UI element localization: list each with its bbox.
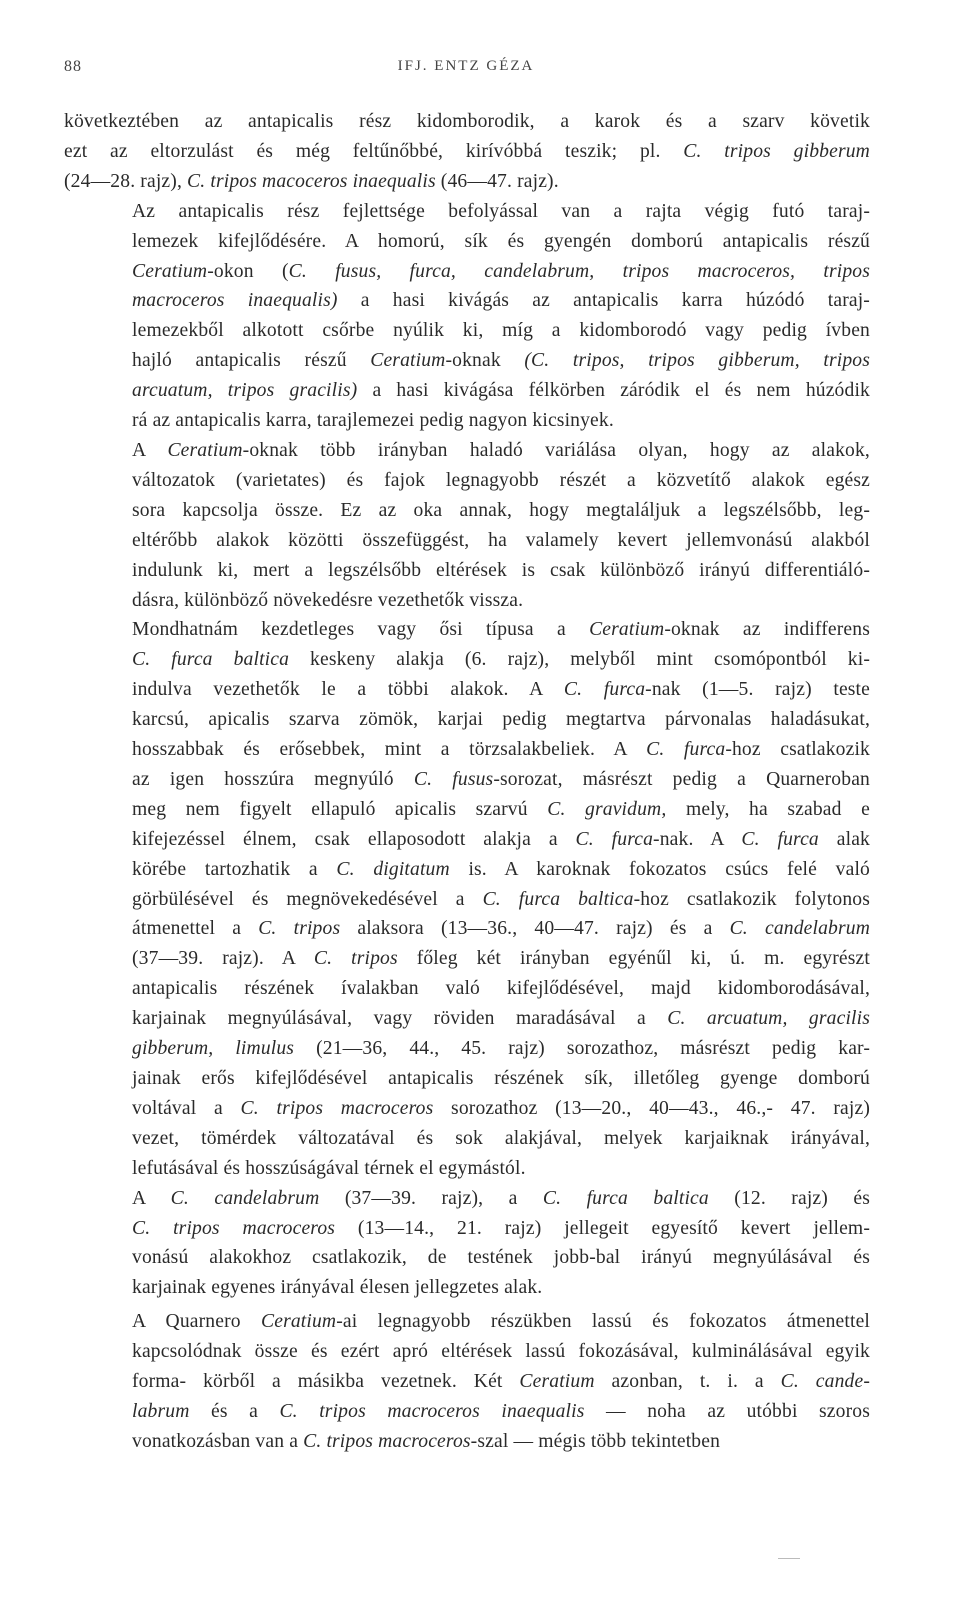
- text-line: [64, 914, 870, 944]
- italic-text-run: C. tripos gibberum: [683, 140, 870, 162]
- italic-text-run: C. tripos macoceros inaequalis: [187, 170, 436, 192]
- text-run: -hoz csatlakozik folytonos: [633, 888, 870, 910]
- text-run: ezt az eltorzulást és még feltűnőbbé, kirívóbbá teszik; pl.: [64, 140, 684, 162]
- text-run: (37—39. rajz), a: [319, 1187, 543, 1209]
- text-line: [64, 885, 870, 915]
- text-run: sorozathoz (13—20., 40—43., 46.,- 47. rajz): [433, 1097, 871, 1119]
- text-run: alaksora (13—36., 40—47. rajz) és a: [340, 918, 730, 940]
- text-run: -nak (1—5. rajz) teste: [645, 679, 871, 701]
- text-line: [64, 227, 870, 257]
- text-line: [64, 795, 870, 825]
- italic-text-run: C. furca baltica: [542, 1187, 709, 1209]
- text-run: (46—47. rajz).: [435, 170, 559, 192]
- text-line: [64, 346, 870, 376]
- italic-text-run: C. tripos macroceros: [240, 1097, 434, 1119]
- text-line: [64, 1034, 870, 1064]
- text-run: körébe tartozhatik a: [132, 858, 337, 880]
- text-run: (12. rajz) és: [708, 1187, 870, 1209]
- italic-text-run: Ceratium: [261, 1311, 337, 1333]
- text-run: -oknak: [445, 350, 525, 372]
- text-run: -szal — mégis több tekintetben: [470, 1430, 721, 1452]
- paragraph: [64, 1307, 870, 1457]
- text-run: -oknak az indifferens: [664, 619, 870, 641]
- italic-text-run: C. furca baltica: [132, 649, 290, 671]
- text-line: [64, 944, 870, 974]
- text-line: [64, 197, 870, 227]
- italic-text-run: C. digitatum: [336, 858, 450, 880]
- text-line: [64, 1367, 870, 1397]
- italic-text-run: C. arcuatum, gracilis: [667, 1008, 870, 1030]
- text-run: kifejezéssel élnem, csak ellaposodott alakja a: [132, 828, 576, 850]
- text-run: A: [132, 1187, 171, 1209]
- running-head: IFJ. ENTZ GÉZA: [397, 58, 535, 74]
- text-line: [64, 406, 870, 436]
- italic-text-run: Ceratium: [589, 619, 665, 641]
- text-run: is. A karoknak fokozatos csúcs felé való: [449, 858, 870, 880]
- text-run: karjainak egyenes irányával élesen jellegzetes alak.: [132, 1277, 543, 1299]
- text-run: (13—14., 21. rajz) jellegeit egyesítő kevert jellem-: [335, 1217, 870, 1239]
- text-line: [64, 286, 870, 316]
- paragraph: [64, 436, 870, 615]
- text-line: [64, 1004, 870, 1034]
- text-run: -ai legnagyobb részükben lassú és fokozatos átmenettel: [336, 1311, 871, 1333]
- text-run: karcsú, apicalis szarva zömök, karjai pedig megtartva párvonalas haladásukat,: [132, 709, 870, 731]
- text-run: -oknak több irányban haladó variálása olyan, hogy az alakok,: [242, 439, 870, 461]
- italic-text-run: Ceratium: [370, 350, 446, 372]
- text-run: lefutásával és hosszúságával térnek el egymástól.: [132, 1157, 526, 1179]
- italic-text-run: C. furca baltica: [482, 888, 634, 910]
- text-line: [64, 466, 870, 496]
- text-run: a hasi kivágása félkörben záródik el és nem húzódik: [357, 380, 870, 402]
- text-run: vonású alakokhoz csatlakozik, de testének jobb-bal irányú megnyúlásával és: [132, 1247, 870, 1269]
- text-run: indulva vezethetők le a többi alakok. A: [132, 679, 564, 701]
- text-run: az igen hosszúra megnyúló: [132, 768, 414, 790]
- italic-text-run: C. furca: [563, 679, 646, 701]
- text-run: görbülésével és megnövekedésével a: [132, 888, 483, 910]
- text-run: hajló antapicalis részű: [132, 350, 371, 372]
- text-line: [64, 645, 870, 675]
- italic-text-run: C. candelabrum: [170, 1187, 320, 1209]
- text-run: főleg két irányban egyénűl ki, ú. m. egyrészt: [397, 948, 870, 970]
- text-run: meg nem figyelt ellapuló apicalis szarvú: [132, 798, 548, 820]
- text-run: — noha az utóbbi szoros: [584, 1400, 870, 1422]
- text-run: vonatkozásban van a: [132, 1430, 304, 1452]
- text-run: (24—28. rajz),: [64, 170, 188, 192]
- text-run: karjainak megnyúlásával, vagy röviden maradásával a: [132, 1008, 668, 1030]
- italic-text-run: macroceros inaequalis): [132, 290, 338, 312]
- text-run: eltérőbb alakok közötti összefüggést, ha valamely kevert jellemvonású alakból: [132, 529, 870, 551]
- text-line: [64, 735, 870, 765]
- italic-text-run: C. tripos: [313, 948, 398, 970]
- text-line: [64, 526, 870, 556]
- text-run: -nak. A: [653, 828, 742, 850]
- text-run: jainak erős kifejlődésével antapicalis részének sík, illetőleg gyenge domború: [132, 1068, 870, 1089]
- italic-text-run: C. tripos macroceros: [303, 1430, 471, 1452]
- text-line: [64, 1397, 870, 1427]
- text-line: [64, 675, 870, 705]
- text-line: [64, 257, 870, 287]
- text-line: [64, 765, 870, 795]
- paragraph: [64, 615, 870, 1183]
- text-line: [64, 107, 870, 137]
- italic-text-run: C. tripos: [258, 918, 341, 940]
- text-line: [64, 376, 870, 406]
- italic-text-run: C. fusus, furca, candelabrum, tripos macroceros, tripos: [288, 260, 871, 282]
- text-line: [64, 1214, 870, 1244]
- text-line: [64, 855, 870, 885]
- text-line: [64, 1124, 870, 1154]
- page-header: [64, 58, 868, 82]
- text-run: -sorozat, másrészt pedig a Quarneroban: [493, 768, 870, 790]
- text-run: és a: [189, 1400, 280, 1422]
- text-line: [64, 436, 870, 466]
- italic-text-run: C. fusus: [413, 768, 494, 790]
- italic-text-run: C. candelabrum: [729, 918, 871, 940]
- text-line: [64, 1337, 870, 1367]
- italic-text-run: Ceratium: [519, 1371, 595, 1393]
- text-line: [64, 1154, 870, 1184]
- text-run: -hoz csatlakozik: [725, 739, 871, 761]
- text-line: [64, 1273, 870, 1303]
- text-line: [64, 615, 870, 645]
- italic-text-run: C. cande-: [780, 1371, 870, 1393]
- text-run: átmenettel a: [132, 918, 259, 940]
- paragraph: [64, 1184, 870, 1304]
- text-line: [64, 705, 870, 735]
- italic-text-run: C. tripos macroceros inaequalis: [279, 1400, 585, 1422]
- text-run: azonban, t. i. a: [594, 1371, 781, 1393]
- text-run: alak: [818, 828, 870, 850]
- text-line: [64, 316, 870, 346]
- italic-text-run: C. furca: [741, 828, 819, 850]
- paragraph: [64, 107, 870, 197]
- text-run: Az antapicalis rész fejlettsége befolyással van a rajta végig futó taraj-: [132, 200, 870, 222]
- italic-text-run: Ceratium: [167, 439, 243, 461]
- italic-text-run: (C. tripos, tripos gibberum, tripos: [524, 350, 870, 372]
- text-run: változatok (varietates) és fajok legnagyobb részét a közvetítő alakok egész: [132, 469, 870, 491]
- text-run: lemezek kifejlődésére. A homorú, sík és gyengén domború antapicalis részű: [132, 230, 870, 252]
- text-run: következtében az antapicalis rész kidomborodik, a karok és a szarv követik: [64, 111, 870, 132]
- text-line: [64, 1427, 870, 1457]
- text-run: keskeny alakja (6. rajz), melyből mint csomópontból ki-: [289, 649, 870, 671]
- text-line: [64, 1094, 870, 1124]
- italic-text-run: C. tripos macroceros: [132, 1217, 336, 1239]
- text-run: antapicalis részének ívalakban való kifejlődésével, majd kidomborodásával,: [132, 978, 870, 1000]
- italic-text-run: C. furca: [646, 739, 726, 761]
- text-run: mely, ha szabad e: [666, 798, 870, 820]
- text-run: kapcsolódnak össze és ezért apró eltérések lassú fokozásával, kulminálásával egyik: [132, 1341, 870, 1363]
- text-run: -okon (: [207, 260, 289, 282]
- text-run: hosszabbak és erősebbek, mint a törzsalakbeliek. A: [132, 739, 647, 761]
- text-run: indulunk ki, mert a legszélsőbb eltérések is csak különböző irányú differentiáló-: [132, 559, 870, 581]
- text-line: [64, 137, 870, 167]
- text-run: Mondhatnám kezdetleges vagy ősi típusa a: [132, 619, 590, 641]
- text-line: [64, 1243, 870, 1273]
- text-line: [64, 167, 870, 197]
- text-run: vezet, tömérdek változatával és sok alakjával, melyek karjaiknak irányával,: [132, 1127, 870, 1149]
- text-line: [64, 496, 870, 526]
- text-line: [64, 974, 870, 1004]
- italic-text-run: C. gravidum,: [547, 798, 667, 820]
- text-line: [64, 1064, 870, 1094]
- italic-text-run: labrum: [132, 1400, 190, 1422]
- italic-text-run: Ceratium: [132, 260, 208, 282]
- text-run: lemezekből alkotott csőrbe nyúlik ki, míg a kidomborodó vagy pedig ívben: [132, 320, 870, 342]
- text-line: [64, 825, 870, 855]
- text-line: [64, 1307, 870, 1337]
- text-run: voltával a: [132, 1097, 241, 1119]
- text-line: [64, 586, 870, 616]
- body-text: [64, 107, 870, 1457]
- text-run: forma- körből a másikba vezetnek. Két: [132, 1371, 520, 1393]
- text-line: [64, 1184, 870, 1214]
- text-run: dásra, különböző növekedésre vezethetők vissza.: [132, 589, 524, 611]
- text-run: A: [132, 439, 168, 461]
- text-line: [64, 556, 870, 586]
- printer-mark: [778, 1558, 800, 1561]
- italic-text-run: C. furca: [575, 828, 654, 850]
- text-run: (37—39. rajz). A: [132, 948, 314, 970]
- italic-text-run: gibberum, limulus: [132, 1038, 295, 1060]
- text-run: sora kapcsolja össze. Ez az oka annak, hogy megtaláljuk a legszélsőbb, leg-: [132, 499, 870, 521]
- page-number: 88: [64, 58, 82, 75]
- paragraph: [64, 197, 870, 436]
- text-run: (21—36, 44., 45. rajz) sorozathoz, másrészt pedig kar-: [294, 1038, 870, 1060]
- text-run: A Quarnero: [132, 1311, 261, 1333]
- italic-text-run: arcuatum, tripos gracilis): [132, 380, 358, 402]
- text-run: rá az antapicalis karra, tarajlemezei pedig nagyon kicsinyek.: [132, 410, 614, 432]
- text-run: a hasi kivágás az antapicalis karra húzódó taraj-: [337, 290, 870, 312]
